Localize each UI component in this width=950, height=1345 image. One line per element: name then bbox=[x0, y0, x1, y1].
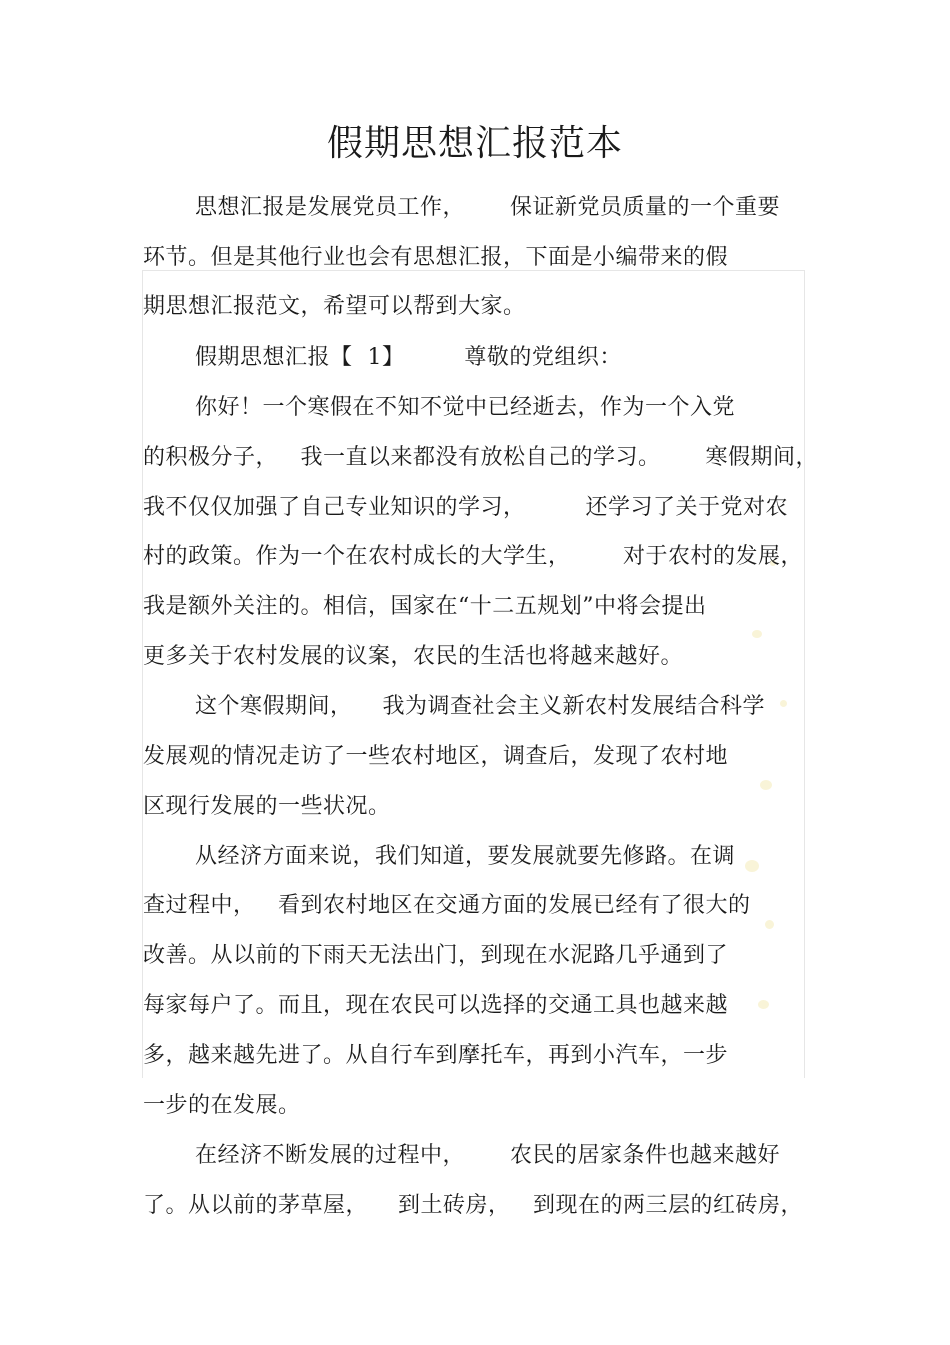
text-line: 改善。从以前的下雨天无法出门，到现在水泥路几乎通到了 bbox=[143, 943, 729, 968]
scan-specks bbox=[740, 560, 800, 1040]
text-line: 更多关于农村发展的议案，农民的生活也将越来越好。 bbox=[143, 644, 684, 669]
text-line: 你好！一个寒假在不知不觉中已经逝去，作为一个入党 bbox=[195, 395, 736, 420]
text-line: 查过程中， 看到农村地区在交通方面的发展已经有了很大的 bbox=[143, 893, 751, 918]
text-line: 每家每户了。而且，现在农民可以选择的交通工具也越来越 bbox=[143, 993, 729, 1018]
document-title: 假期思想汇报范本 bbox=[326, 123, 623, 164]
text-line: 一步的在发展。 bbox=[143, 1093, 301, 1118]
text-line: 从经济方面来说，我们知道，要发展就要先修路。在调 bbox=[195, 844, 736, 869]
text-line: 环节。但是其他行业也会有思想汇报，下面是小编带来的假 bbox=[143, 245, 729, 270]
text-line: 我是额外关注的。相信，国家在“十二五规划”中将会提出 bbox=[143, 594, 707, 619]
text-line: 在经济不断发展的过程中， 农民的居家条件也越来越好 bbox=[195, 1143, 780, 1168]
text-line: 的积极分子， 我一直以来都没有放松自己的学习。 寒假期间， bbox=[143, 445, 818, 470]
text-line: 这个寒假期间， 我为调查社会主义新农村发展结合科学 bbox=[195, 694, 765, 719]
text-line: 区现行发展的一些状况。 bbox=[143, 794, 391, 819]
text-line: 村的政策。作为一个在农村成长的大学生， 对于农村的发展， bbox=[143, 544, 803, 569]
text-line: 发展观的情况走访了一些农村地区，调查后，发现了农村地 bbox=[143, 744, 729, 769]
text-line: 了。从以前的茅草屋， 到土砖房， 到现在的两三层的红砖房， bbox=[143, 1193, 803, 1218]
text-line: 多，越来越先进了。从自行车到摩托车，再到小汽车，一步 bbox=[143, 1043, 729, 1068]
text-line: 假期思想汇报【 1】 尊敬的党组织： bbox=[195, 345, 622, 370]
text-line: 我不仅仅加强了自己专业知识的学习， 还学习了关于党对农 bbox=[143, 495, 788, 520]
faint-frame-right-border bbox=[804, 270, 805, 1078]
text-line: 期思想汇报范文，希望可以帮到大家。 bbox=[143, 294, 526, 319]
text-line: 思想汇报是发展党员工作， 保证新党员质量的一个重要 bbox=[195, 195, 780, 220]
